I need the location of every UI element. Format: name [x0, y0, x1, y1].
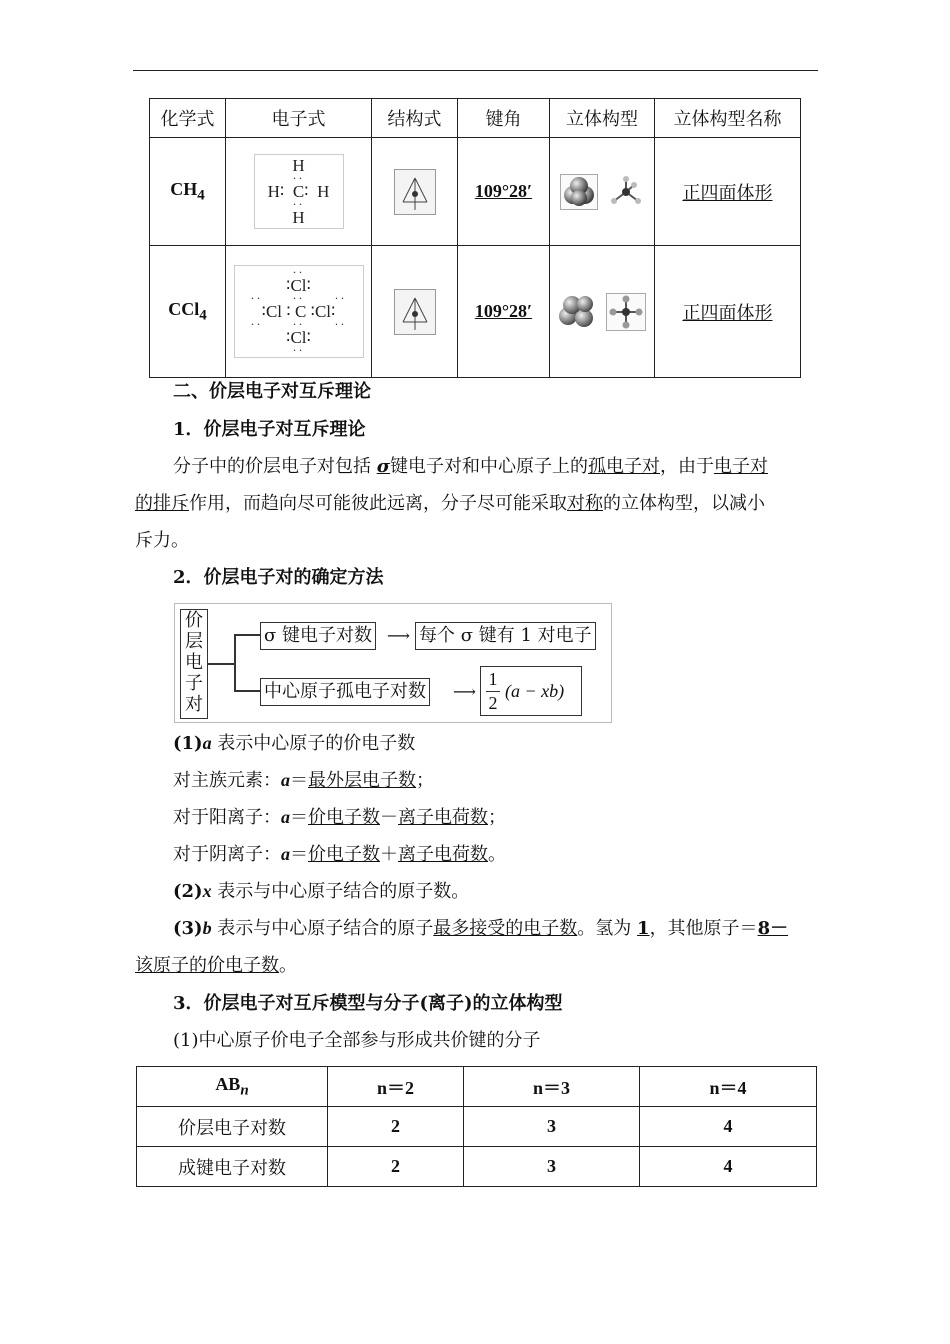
sigma-bond-pairs-box: σ 键电子对数: [260, 622, 376, 650]
table-header-row: [137, 1067, 817, 1107]
lone-pairs-box: 中心原子孤电子对数: [260, 678, 430, 706]
header-cell: 结构式: [372, 99, 458, 138]
lewis-cell: [226, 138, 372, 246]
shape-cell: [550, 246, 655, 378]
header-cell: $AB_n$: [137, 1067, 328, 1107]
shape-name-cell: 正四面体形: [655, 246, 801, 378]
subsection-1-title: 1．价层电子对互斥理论: [173, 419, 366, 440]
space-filling-model-image: [558, 294, 596, 330]
table-cell: 4: [640, 1107, 817, 1147]
ball-stick-model-image: [606, 293, 646, 331]
top-rule: [133, 70, 818, 71]
formula-box: 1 2 (a − xb): [480, 666, 582, 716]
header-cell: n＝2: [328, 1067, 464, 1107]
table-row: [137, 1107, 817, 1147]
row-label: 成键电子对数: [137, 1147, 328, 1187]
table-cell: 2: [328, 1147, 464, 1187]
item-b-definition: (3)b 表示与中心原子结合的原子最多接受的电子数。氢为 1，其他原子＝8－ 该原子的价电子数。: [135, 918, 789, 976]
header-cell: 立体构型名称: [655, 99, 801, 138]
table-header-row: [150, 99, 801, 138]
paragraph-vsepr: 分子中的价层电子对包括 σ键电子对和中心原子上的孤电子对，由于电子对 的排斥作用，而趋向尽可能彼此远离，分子尽可能采取对称的立体构型，以减小 斥力。: [135, 456, 769, 551]
electron-pair-diagram: [174, 603, 612, 723]
arrow-icon: ⟶: [453, 682, 476, 701]
cation-rule: 对于阳离子：a＝价电子数－离子电荷数；: [173, 807, 506, 828]
subsection-3-title: 3．价层电子对互斥模型与分子(离子)的立体构型: [173, 993, 563, 1014]
structural-formula-image: [394, 289, 436, 335]
subsection-2-title: 2．价层电子对的确定方法: [173, 567, 384, 588]
table-row: [137, 1147, 817, 1187]
subsection-3-sub: (1)中心原子价电子全部参与形成共价键的分子: [173, 1030, 541, 1051]
section-heading: 二、价层电子对互斥理论: [173, 381, 371, 402]
item-x-definition: (2)x 表示与中心原子结合的原子数。: [173, 881, 470, 902]
row-label: 价层电子对数: [137, 1107, 328, 1147]
lewis-structure-ccl4: ·· ∶Cl∶ ·· ·· ·· ∶Cl ∶ C ∶Cl∶ ·· ·· ·· ∶Cl∶ ··: [234, 265, 364, 358]
lewis-cell: [226, 246, 372, 378]
formula-cell: CCl$_4$: [150, 246, 226, 378]
table-row: [150, 138, 801, 246]
header-cell: 立体构型: [550, 99, 655, 138]
header-cell: 化学式: [150, 99, 226, 138]
shape-cell: [550, 138, 655, 246]
one-pair-per-sigma-box: 每个 σ 键有 1 对电子: [415, 622, 596, 650]
table-cell: 4: [640, 1147, 817, 1187]
space-filling-model-image: [560, 174, 598, 210]
molecule-table: [149, 98, 801, 378]
structural-formula-cell: [372, 138, 458, 246]
header-cell: n＝3: [464, 1067, 640, 1107]
arrow-icon: ⟶: [387, 626, 410, 645]
table-cell: 3: [464, 1147, 640, 1187]
header-cell: n＝4: [640, 1067, 817, 1107]
lewis-structure-ch4: H ·· H∶ C∶ H ·· H: [254, 154, 344, 229]
bond-angle-cell: 109°28′: [458, 138, 550, 246]
abn-table: [136, 1066, 817, 1187]
table-cell: 2: [328, 1107, 464, 1147]
main-group-rule: 对主族元素：a＝最外层电子数；: [173, 770, 434, 791]
item-a-definition: (1)a 表示中心原子的价电子数: [173, 733, 416, 754]
structural-formula-cell: [372, 246, 458, 378]
shape-name-cell: 正四面体形: [655, 138, 801, 246]
header-cell: 键角: [458, 99, 550, 138]
table-cell: 3: [464, 1107, 640, 1147]
structural-formula-image: [394, 169, 436, 215]
table-row: [150, 246, 801, 378]
anion-rule: 对于阴离子：a＝价电子数＋离子电荷数。: [173, 844, 506, 865]
header-cell: 电子式: [226, 99, 372, 138]
formula-cell: $CH_4$: [150, 138, 226, 246]
bond-angle-cell: 109°28′: [458, 246, 550, 378]
diagram-left-box: 价 层 电 子 对: [180, 609, 208, 719]
ball-stick-model-image: [608, 175, 644, 209]
